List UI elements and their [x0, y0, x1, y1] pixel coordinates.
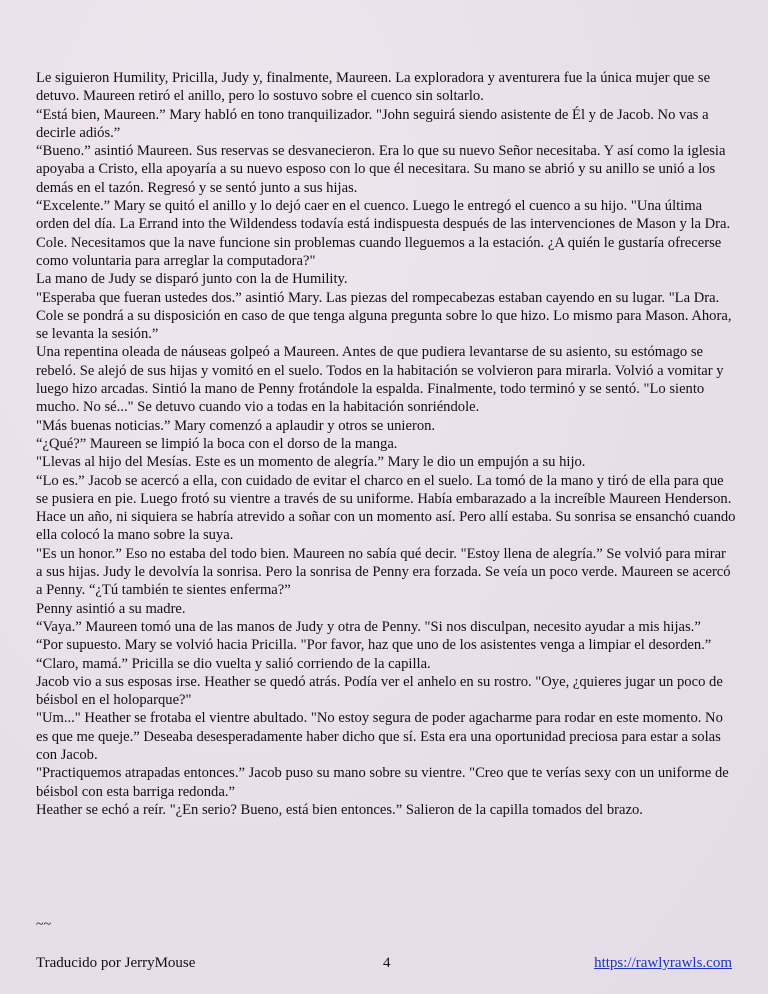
paragraph-16: “Claro, mamá.” Pricilla se dio vuelta y salió corriendo de la capilla. [36, 655, 431, 672]
paragraph-2: “Está bien, Maureen.” Mary habló en tono tranquilizador. "John seguirá siendo asistente de Él y de Jacob. No vas a decirle adiós.” [36, 106, 709, 141]
paragraph-4: “Excelente.” Mary se quitó el anillo y lo dejó caer en el cuenco. Luego le entregó el cuenco a su hijo. "Una última orden del día. La Errand into the Wildendess todavía está indispuesta después de las intervenciones de Mason y la Dra. Cole. Necesitamos que la nave funcione sin problemas cuando lleguemos a la estación. ¿A quién le gustaría ofrecerse como voluntaria para arreglar la computadora?" [36, 198, 731, 269]
paragraph-6: "Esperaba que fueran ustedes dos.” asintió Mary. Las piezas del rompecabezas estaban cayendo en su lugar. "La Dra. Cole se pondrá a su disposición en caso de que tenga alguna pregunta sobre lo que hizo. Lo mismo para Mason. Ahora, se levanta la sesión.” [36, 289, 732, 343]
paragraph-13: Penny asintió a su madre. [36, 600, 186, 617]
paragraph-17: Jacob vio a sus esposas irse. Heather se quedó atrás. Podía ver el anhelo en su rostro. "Oye, ¿quieres jugar un poco de béisbol en el holoparque?" [36, 673, 723, 709]
paragraph-1: Le siguieron Humility, Pricilla, Judy y, finalmente, Maureen. La exploradora y aventurera fue la única mujer que se detuvo. Maureen retiró el anillo, pero lo sostuvo sobre el cuenco sin soltarlo. [36, 70, 711, 105]
paragraph-11: “Lo es.” Jacob se acercó a ella, con cuidado de evitar el charco en el suelo. La tomó de la mano y tiró de ella para que se pusiera en pie. Luego frotó su vientre a través de su uniforme. Había embarazado a la increíble Maureen Henderson. Hace un año, ni siquiera se habría atrevido a soñar con un momento así. Pero allí estaba. Su sonrisa se ensanchó cuando ella colocó la mano sobre la suya. [36, 472, 736, 544]
paragraph-19: "Practiquemos atrapadas entonces.” Jacob puso su mano sobre su vientre. "Creo que te verías sexy con un uniforme de béisbol con esta barriga redonda.” [36, 765, 729, 800]
page-footer [36, 955, 732, 972]
paragraph-14: “Vaya.” Maureen tomó una de las manos de Judy y otra de Penny. "Si nos disculpan, necesito ayudar a mis hijas.” [36, 618, 701, 635]
paragraph-7: Una repentina oleada de náuseas golpeó a Maureen. Antes de que pudiera levantarse de su asiento, su estómago se rebeló. Se alejó de sus hijas y vomitó en el suelo. Todos en la habitación se volvieron para mirarla. Volvió a vomitar y luego hizo arcadas. Sintió la mano de Penny frotándole la espalda. Finalmente, todo terminó y se sentó. "Lo siento mucho. No sé..." Se detuvo cuando vio a todas en la habitación sonriéndole. [36, 344, 724, 416]
page-number: 4 [383, 955, 391, 971]
paragraph-5: La mano de Judy se disparó junto con la de Humility. [36, 271, 348, 288]
paragraph-20: Heather se echó a reír. "¿En serio? Bueno, está bien entonces.” Salieron de la capilla tomados del brazo. [36, 801, 643, 818]
paragraph-8: "Más buenas noticias.” Mary comenzó a aplaudir y otros se unieron. [36, 417, 436, 434]
paragraph-15: “Por supuesto. Mary se volvió hacia Pricilla. "Por favor, haz que uno de los asistentes venga a limpiar el desorden.” [36, 637, 712, 654]
section-separator: ~~ [36, 917, 52, 932]
translator-credit: Traducido por JerryMouse [36, 955, 196, 971]
paragraph-18: "Um..." Heather se frotaba el vientre abultado. "No estoy segura de poder agacharme para rodar en este momento. No es que me queje.” Deseaba desesperadamente haber dicho que sí. Esta era una oportunidad preciosa para estar a solas con Jacob. [36, 710, 723, 763]
paragraph-9: “¿Qué?” Maureen se limpió la boca con el dorso de la manga. [36, 435, 398, 452]
paragraph-12: "Es un honor.” Eso no estaba del todo bien. Maureen no sabía qué decir. "Estoy llena de alegría.” Se volvió para mirar a sus hijas. Judy le devolvía la sonrisa. Pero la sonrisa de Penny era forzada. Se veía un poco verde. Maureen se acercó a Penny. “¿Tú también te sientes enferma?” [36, 545, 731, 599]
website-link[interactable]: https://rawlyrawls.com [594, 955, 732, 971]
body-text [36, 69, 736, 819]
paragraph-3: “Bueno.” asintió Maureen. Sus reservas se desvanecieron. Era lo que su nuevo Señor necesitaba. Y así como la iglesia apoyaba a Cristo, ella apoyaría a su nuevo esposo con lo que él necesitara. Su mano se abrió y su anillo se unió a los demás en el tazón. Regresó y se sentó junto a sus hijas. [36, 143, 726, 196]
paragraph-10: "Llevas al hijo del Mesías. Este es un momento de alegría.” Mary le dio un empujón a su hijo. [36, 454, 586, 471]
